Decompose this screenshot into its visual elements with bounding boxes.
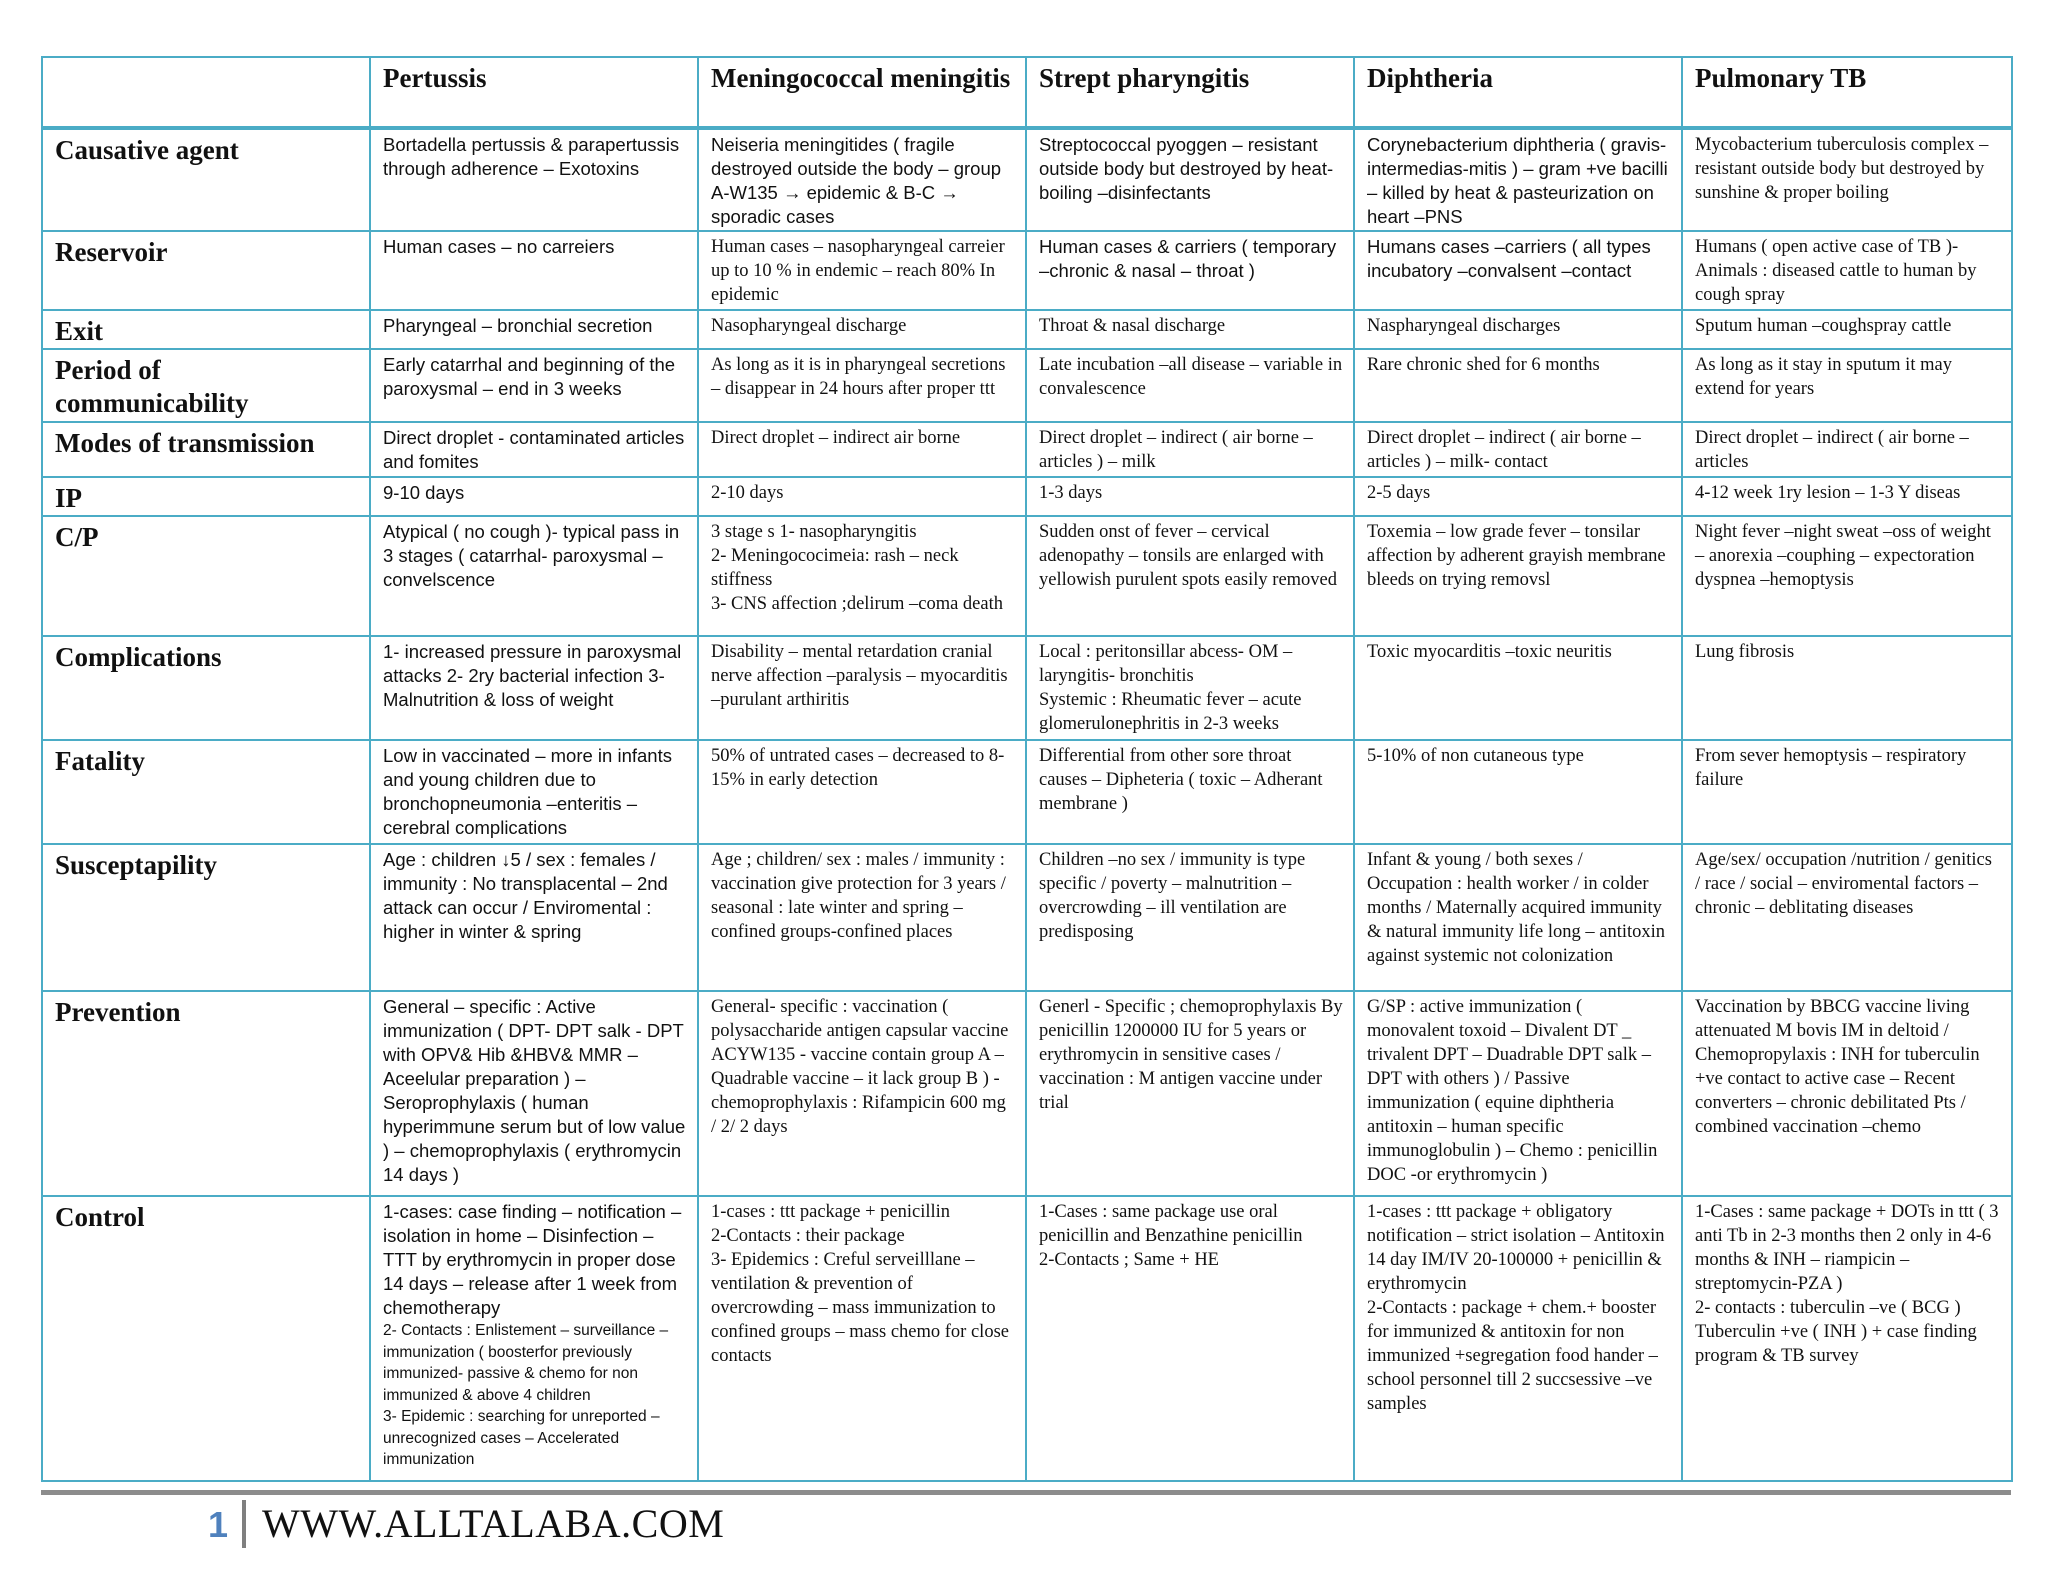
cell-complications-diphtheria [1354, 636, 1682, 740]
cell-text: Neiseria meningitides ( fragile destroyed outside the body – group A-W135 → epidemic & B-C → sporadic cases [711, 134, 1002, 227]
table-row-susceptapility [42, 844, 2012, 991]
cell-ip-pertussis [370, 477, 698, 516]
cell-susceptapility-meningococcal-meningitis [698, 844, 1026, 991]
cell-exit-meningococcal-meningitis [698, 310, 1026, 349]
cell-susceptapility-diphtheria [1354, 844, 1682, 991]
table-body [42, 128, 2012, 1481]
cell-text: Human cases & carriers ( temporary –chronic & nasal – throat ) [1039, 236, 1337, 281]
cell-text: Toxemia – low grade fever – tonsilar affection by adherent grayish membrane bleeds on trying removsl [1367, 522, 1666, 590]
table-row-reservoir [42, 231, 2012, 310]
table-row-control [42, 1196, 2012, 1481]
cell-complications-pertussis [370, 636, 698, 740]
cell-prevention-strept-pharyngitis [1026, 991, 1354, 1196]
cell-modes-of-transmission-meningococcal-meningitis [698, 422, 1026, 477]
cell-reservoir-diphtheria [1354, 231, 1682, 310]
table-row-c-p [42, 516, 2012, 636]
cell-text: Atypical ( no cough )- typical pass in 3 stages ( catarrhal- paroxysmal – convelscence [383, 521, 680, 590]
cell-text: Disability – mental retardation cranial nerve affection –paralysis – myocarditis –purulant arthiritis [711, 642, 1008, 710]
cell-text: Sputum human –coughspray cattle [1695, 316, 1952, 336]
cell-text: Late incubation –all disease – variable in convalescence [1039, 355, 1343, 399]
disease-comparison-table [41, 56, 2013, 1482]
cell-text: Lung fibrosis [1695, 642, 1795, 662]
cell-causative-agent-pulmonary-tb [1682, 128, 2012, 231]
row-header-susceptapility: Susceptapility [42, 844, 370, 991]
cell-control-strept-pharyngitis [1026, 1196, 1354, 1481]
cell-text: Toxic myocarditis –toxic neuritis [1367, 642, 1612, 662]
page-number: 1 [208, 1504, 229, 1545]
cell-control-pulmonary-tb [1682, 1196, 2012, 1481]
header-row [42, 57, 2012, 128]
cell-text: Differential from other sore throat causes – Dipheteria ( toxic – Adherant membrane ) [1039, 746, 1323, 814]
cell-text: 5-10% of non cutaneous type [1367, 746, 1584, 766]
table-row-modes-of-transmission [42, 422, 2012, 477]
cell-text: 2- Contacts : Enlistement – surveillance – immunization ( boosterfor previously immunized- passive & chemo for non immunized & above 4 children [383, 1322, 669, 1404]
cell-text: 4-12 week 1ry lesion – 1-3 Y diseas [1695, 483, 1961, 503]
cell-reservoir-meningococcal-meningitis [698, 231, 1026, 310]
cell-c-p-strept-pharyngitis [1026, 516, 1354, 636]
cell-ip-meningococcal-meningitis [698, 477, 1026, 516]
table-row-ip [42, 477, 2012, 516]
cell-text: Naspharyngeal discharges [1367, 316, 1561, 336]
cell-text: Throat & nasal discharge [1039, 316, 1226, 336]
cell-c-p-meningococcal-meningitis [698, 516, 1026, 636]
cell-text: Humans ( open active case of TB )- Animals : diseased cattle to human by cough spray [1695, 237, 1977, 305]
cell-text: Age ; children/ sex : males / immunity : vaccination give protection for 3 years / seasonal : late winter and spring – confined groups-confined places [711, 850, 1006, 942]
cell-period-of-communicability-pulmonary-tb [1682, 349, 2012, 422]
cell-causative-agent-diphtheria [1354, 128, 1682, 231]
footer-separator [242, 1500, 246, 1548]
row-header-causative-agent: Causative agent [42, 128, 370, 231]
cell-fatality-meningococcal-meningitis [698, 740, 1026, 844]
row-header-fatality: Fatality [42, 740, 370, 844]
table-row-causative-agent [42, 128, 2012, 231]
cell-text: Corynebacterium diphtheria ( gravis-intermedias-mitis ) – gram +ve bacilli – killed by heat & pasteurization on heart –PNS [1367, 134, 1668, 227]
cell-text: 3- Epidemics : Creful serveilllane – ventilation & prevention of overcrowding – mass immunization to confined groups – mass chemo for close contacts [711, 1250, 1009, 1366]
cell-text: Age/sex/ occupation /nutrition / genitics / race / social – enviromental factors – chronic – deblitating diseases [1695, 850, 1992, 918]
row-header-complications: Complications [42, 636, 370, 740]
row-header-control: Control [42, 1196, 370, 1481]
cell-fatality-pertussis [370, 740, 698, 844]
cell-text: 2-Contacts : their package [711, 1226, 905, 1246]
cell-modes-of-transmission-pertussis [370, 422, 698, 477]
cell-exit-pulmonary-tb [1682, 310, 2012, 349]
cell-text: Direct droplet – indirect air borne [711, 428, 961, 448]
column-header-pulmonary-tb: Pulmonary TB [1682, 57, 2012, 128]
cell-ip-strept-pharyngitis [1026, 477, 1354, 516]
cell-exit-diphtheria [1354, 310, 1682, 349]
cell-text: Streptococcal pyoggen – resistant outside body but destroyed by heat- boiling –disinfectants [1039, 134, 1334, 203]
cell-text: 2-10 days [711, 483, 784, 503]
row-header-period-of-communicability: Period of communicability [42, 349, 370, 422]
row-header-ip: IP [42, 477, 370, 516]
cell-prevention-diphtheria [1354, 991, 1682, 1196]
cell-text: From sever hemoptysis – respiratory failure [1695, 746, 1967, 790]
cell-text: As long as it is in pharyngeal secretions – disappear in 24 hours after proper ttt [711, 355, 1006, 399]
cell-control-pertussis [370, 1196, 698, 1481]
cell-ip-diphtheria [1354, 477, 1682, 516]
table-row-complications [42, 636, 2012, 740]
cell-susceptapility-pertussis [370, 844, 698, 991]
table-row-period-of-communicability [42, 349, 2012, 422]
cell-text: 1-cases : ttt package + penicillin [711, 1202, 951, 1222]
cell-exit-strept-pharyngitis [1026, 310, 1354, 349]
cell-text: G/SP : active immunization ( monovalent toxoid – Divalent DT _ trivalent DPT – Duadrable DPT salk – DPT with others ) / Passive immunization ( equine diphtheria antitoxin – human specific immunoglobulin ) – Chemo : penicillin DOC -or erythromycin ) [1367, 997, 1658, 1185]
cell-reservoir-pertussis [370, 231, 698, 310]
cell-text: Low in vaccinated – more in infants and young children due to bronchopneumonia –enteritis – cerebral complications [383, 745, 672, 838]
cell-text: 1-cases : ttt package + obligatory notification – strict isolation – Antitoxin 14 day IM/IV 20-100000 + penicillin & erythromycin [1367, 1202, 1665, 1294]
cell-control-meningococcal-meningitis [698, 1196, 1026, 1481]
cell-text: 2-Contacts : package + chem.+ booster for immunized & antitoxin for non immunized +segregation food hander –school personnel till 2 succsessive –ve samples [1367, 1298, 1658, 1414]
website-footer: WWW.ALLTALABA.COM [262, 1501, 725, 1546]
cell-text: Bortadella pertussis & parapertussis through adherence – Exotoxins [383, 134, 680, 179]
cell-text: 9-10 days [383, 482, 465, 503]
cell-period-of-communicability-diphtheria [1354, 349, 1682, 422]
cell-text: Night fever –night sweat –oss of weight – anorexia –couphing – expectoration dyspnea –hemoptysis [1695, 522, 1991, 590]
cell-period-of-communicability-strept-pharyngitis [1026, 349, 1354, 422]
cell-text: 2- Meningococimeia: rash – neck stiffness [711, 546, 959, 590]
column-header-pertussis: Pertussis [370, 57, 698, 128]
cell-text: Early catarrhal and beginning of the paroxysmal – end in 3 weeks [383, 354, 676, 399]
cell-text: 2-5 days [1367, 483, 1431, 503]
cell-text: 1-Cases : same package use oral penicillin and Benzathine penicillin [1039, 1202, 1303, 1246]
cell-text: 2-Contacts ; Same + HE [1039, 1250, 1219, 1270]
row-header-c-p: C/P [42, 516, 370, 636]
cell-susceptapility-pulmonary-tb [1682, 844, 2012, 991]
cell-prevention-meningococcal-meningitis [698, 991, 1026, 1196]
cell-text: Direct droplet - contaminated articles and fomites [383, 427, 685, 472]
cell-text: 1-Cases : same package + DOTs in ttt ( 3 anti Tb in 2-3 months then 2 only in 4-6 months & INH – riampicin –streptomycin-PZA ) [1695, 1202, 1999, 1294]
cell-text: Rare chronic shed for 6 months [1367, 355, 1600, 375]
cell-text: 50% of untrated cases – decreased to 8-15% in early detection [711, 746, 1005, 790]
cell-text: Vaccination by BBCG vaccine living attenuated M bovis IM in deltoid / Chemopropylaxis : INH for tuberculin +ve contact to active case – Recent converters – chronic debilitated Pts / combined vaccination –chemo [1695, 997, 1980, 1137]
cell-causative-agent-strept-pharyngitis [1026, 128, 1354, 231]
cell-text: Pharyngeal – bronchial secretion [383, 315, 653, 336]
cell-exit-pertussis [370, 310, 698, 349]
cell-c-p-pulmonary-tb [1682, 516, 2012, 636]
cell-ip-pulmonary-tb [1682, 477, 2012, 516]
cell-text: Infant & young / both sexes / Occupation : health worker / in colder months / Maternally acquired immunity & natural immunity life long – antitoxin against systemic not colonization [1367, 850, 1666, 966]
cell-text: Sudden onst of fever – cervical adenopathy – tonsils are enlarged with yellowish purulent spots easily removed [1039, 522, 1338, 590]
cell-text: 1-3 days [1039, 483, 1103, 503]
cell-text: 3- CNS affection ;delirum –coma death [711, 594, 1003, 614]
cell-text: Human cases – nasopharyngeal carreier up to 10 % in endemic – reach 80% In epidemic [711, 237, 1005, 305]
cell-text: 3 stage s 1- nasopharyngitis [711, 522, 917, 542]
cell-text: Local : peritonsillar abcess- OM – laryngitis- bronchitis [1039, 642, 1293, 686]
cell-complications-strept-pharyngitis [1026, 636, 1354, 740]
cell-text: Nasopharyngeal discharge [711, 316, 907, 336]
column-header-meningococcal-meningitis: Meningococcal meningitis [698, 57, 1026, 128]
table-row-exit [42, 310, 2012, 349]
cell-causative-agent-meningococcal-meningitis [698, 128, 1026, 231]
cell-text: Direct droplet – indirect ( air borne –articles ) – milk [1039, 428, 1313, 472]
cell-text: 2- contacts : tuberculin –ve ( BCG ) Tuberculin +ve ( INH ) + case finding program & TB survey [1695, 1298, 1977, 1366]
cell-prevention-pertussis [370, 991, 698, 1196]
cell-text: Generl - Specific ; chemoprophylaxis By penicillin 1200000 IU for 5 years or erythromycin in sensitive cases / vaccination : M antigen vaccine under trial [1039, 997, 1343, 1113]
cell-text: As long as it stay in sputum it may extend for years [1695, 355, 1952, 399]
cell-text: 1-cases: case finding – notification – isolation in home – Disinfection – TTT by erythromycin in proper dose 14 days – release after 1 week from chemotherapy [383, 1201, 682, 1318]
cell-text: Mycobacterium tuberculosis complex – resistant outside body but destroyed by sunshine & proper boiling [1695, 135, 1989, 203]
cell-text: Direct droplet – indirect ( air borne –articles [1695, 428, 1969, 472]
cell-control-diphtheria [1354, 1196, 1682, 1481]
column-header-diphtheria: Diphtheria [1354, 57, 1682, 128]
cell-period-of-communicability-meningococcal-meningitis [698, 349, 1026, 422]
cell-period-of-communicability-pertussis [370, 349, 698, 422]
cell-prevention-pulmonary-tb [1682, 991, 2012, 1196]
cell-text: Humans cases –carriers ( all types incubatory –convalsent –contact [1367, 236, 1651, 281]
cell-text: Systemic : Rheumatic fever – acute glomerulonephritis in 2-3 weeks [1039, 690, 1302, 734]
column-header-blank [42, 57, 370, 128]
cell-modes-of-transmission-diphtheria [1354, 422, 1682, 477]
row-header-reservoir: Reservoir [42, 231, 370, 310]
cell-c-p-diphtheria [1354, 516, 1682, 636]
cell-fatality-diphtheria [1354, 740, 1682, 844]
cell-susceptapility-strept-pharyngitis [1026, 844, 1354, 991]
cell-modes-of-transmission-pulmonary-tb [1682, 422, 2012, 477]
cell-text: General- specific : vaccination ( polysaccharide antigen capsular vaccine ACYW135 - vaccine contain group A – Quadrable vaccine – it lack group B ) - chemoprophylaxis : Rifampicin 600 mg / 2/ 2 days [711, 997, 1009, 1137]
cell-text: General – specific : Active immunization ( DPT- DPT salk - DPT with OPV& Hib &HBV& MMR – Aceelular preparation ) – Seroprophylaxis ( human hyperimmune serum but of low value ) – chemoprophylaxis ( erythromycin 14 days ) [383, 996, 686, 1185]
cell-text: 3- Epidemic : searching for unreported – unrecognized cases – Accelerated immunization [383, 1408, 660, 1468]
cell-text: Children –no sex / immunity is type specific / poverty – malnutrition –overcrowding – ill ventilation are predisposing [1039, 850, 1306, 942]
cell-reservoir-strept-pharyngitis [1026, 231, 1354, 310]
cell-modes-of-transmission-strept-pharyngitis [1026, 422, 1354, 477]
cell-complications-meningococcal-meningitis [698, 636, 1026, 740]
cell-complications-pulmonary-tb [1682, 636, 2012, 740]
cell-text: Age : children ↓5 / sex : females / immunity : No transplacental – 2nd attack can occur / Enviromental : higher in winter & spring [383, 849, 668, 942]
table-row-prevention [42, 991, 2012, 1196]
cell-fatality-pulmonary-tb [1682, 740, 2012, 844]
row-header-modes-of-transmission: Modes of transmission [42, 422, 370, 477]
cell-c-p-pertussis [370, 516, 698, 636]
row-header-exit: Exit [42, 310, 370, 349]
table-row-fatality [42, 740, 2012, 844]
cell-causative-agent-pertussis [370, 128, 698, 231]
column-header-strept-pharyngitis: Strept pharyngitis [1026, 57, 1354, 128]
cell-text: Human cases – no carreiers [383, 236, 615, 257]
footer-rule [41, 1490, 2011, 1495]
row-header-prevention: Prevention [42, 991, 370, 1196]
cell-fatality-strept-pharyngitis [1026, 740, 1354, 844]
cell-text: Direct droplet – indirect ( air borne –articles ) – milk- contact [1367, 428, 1641, 472]
cell-reservoir-pulmonary-tb [1682, 231, 2012, 310]
cell-text: 1- increased pressure in paroxysmal attacks 2- 2ry bacterial infection 3- Malnutrition & loss of weight [383, 641, 682, 710]
